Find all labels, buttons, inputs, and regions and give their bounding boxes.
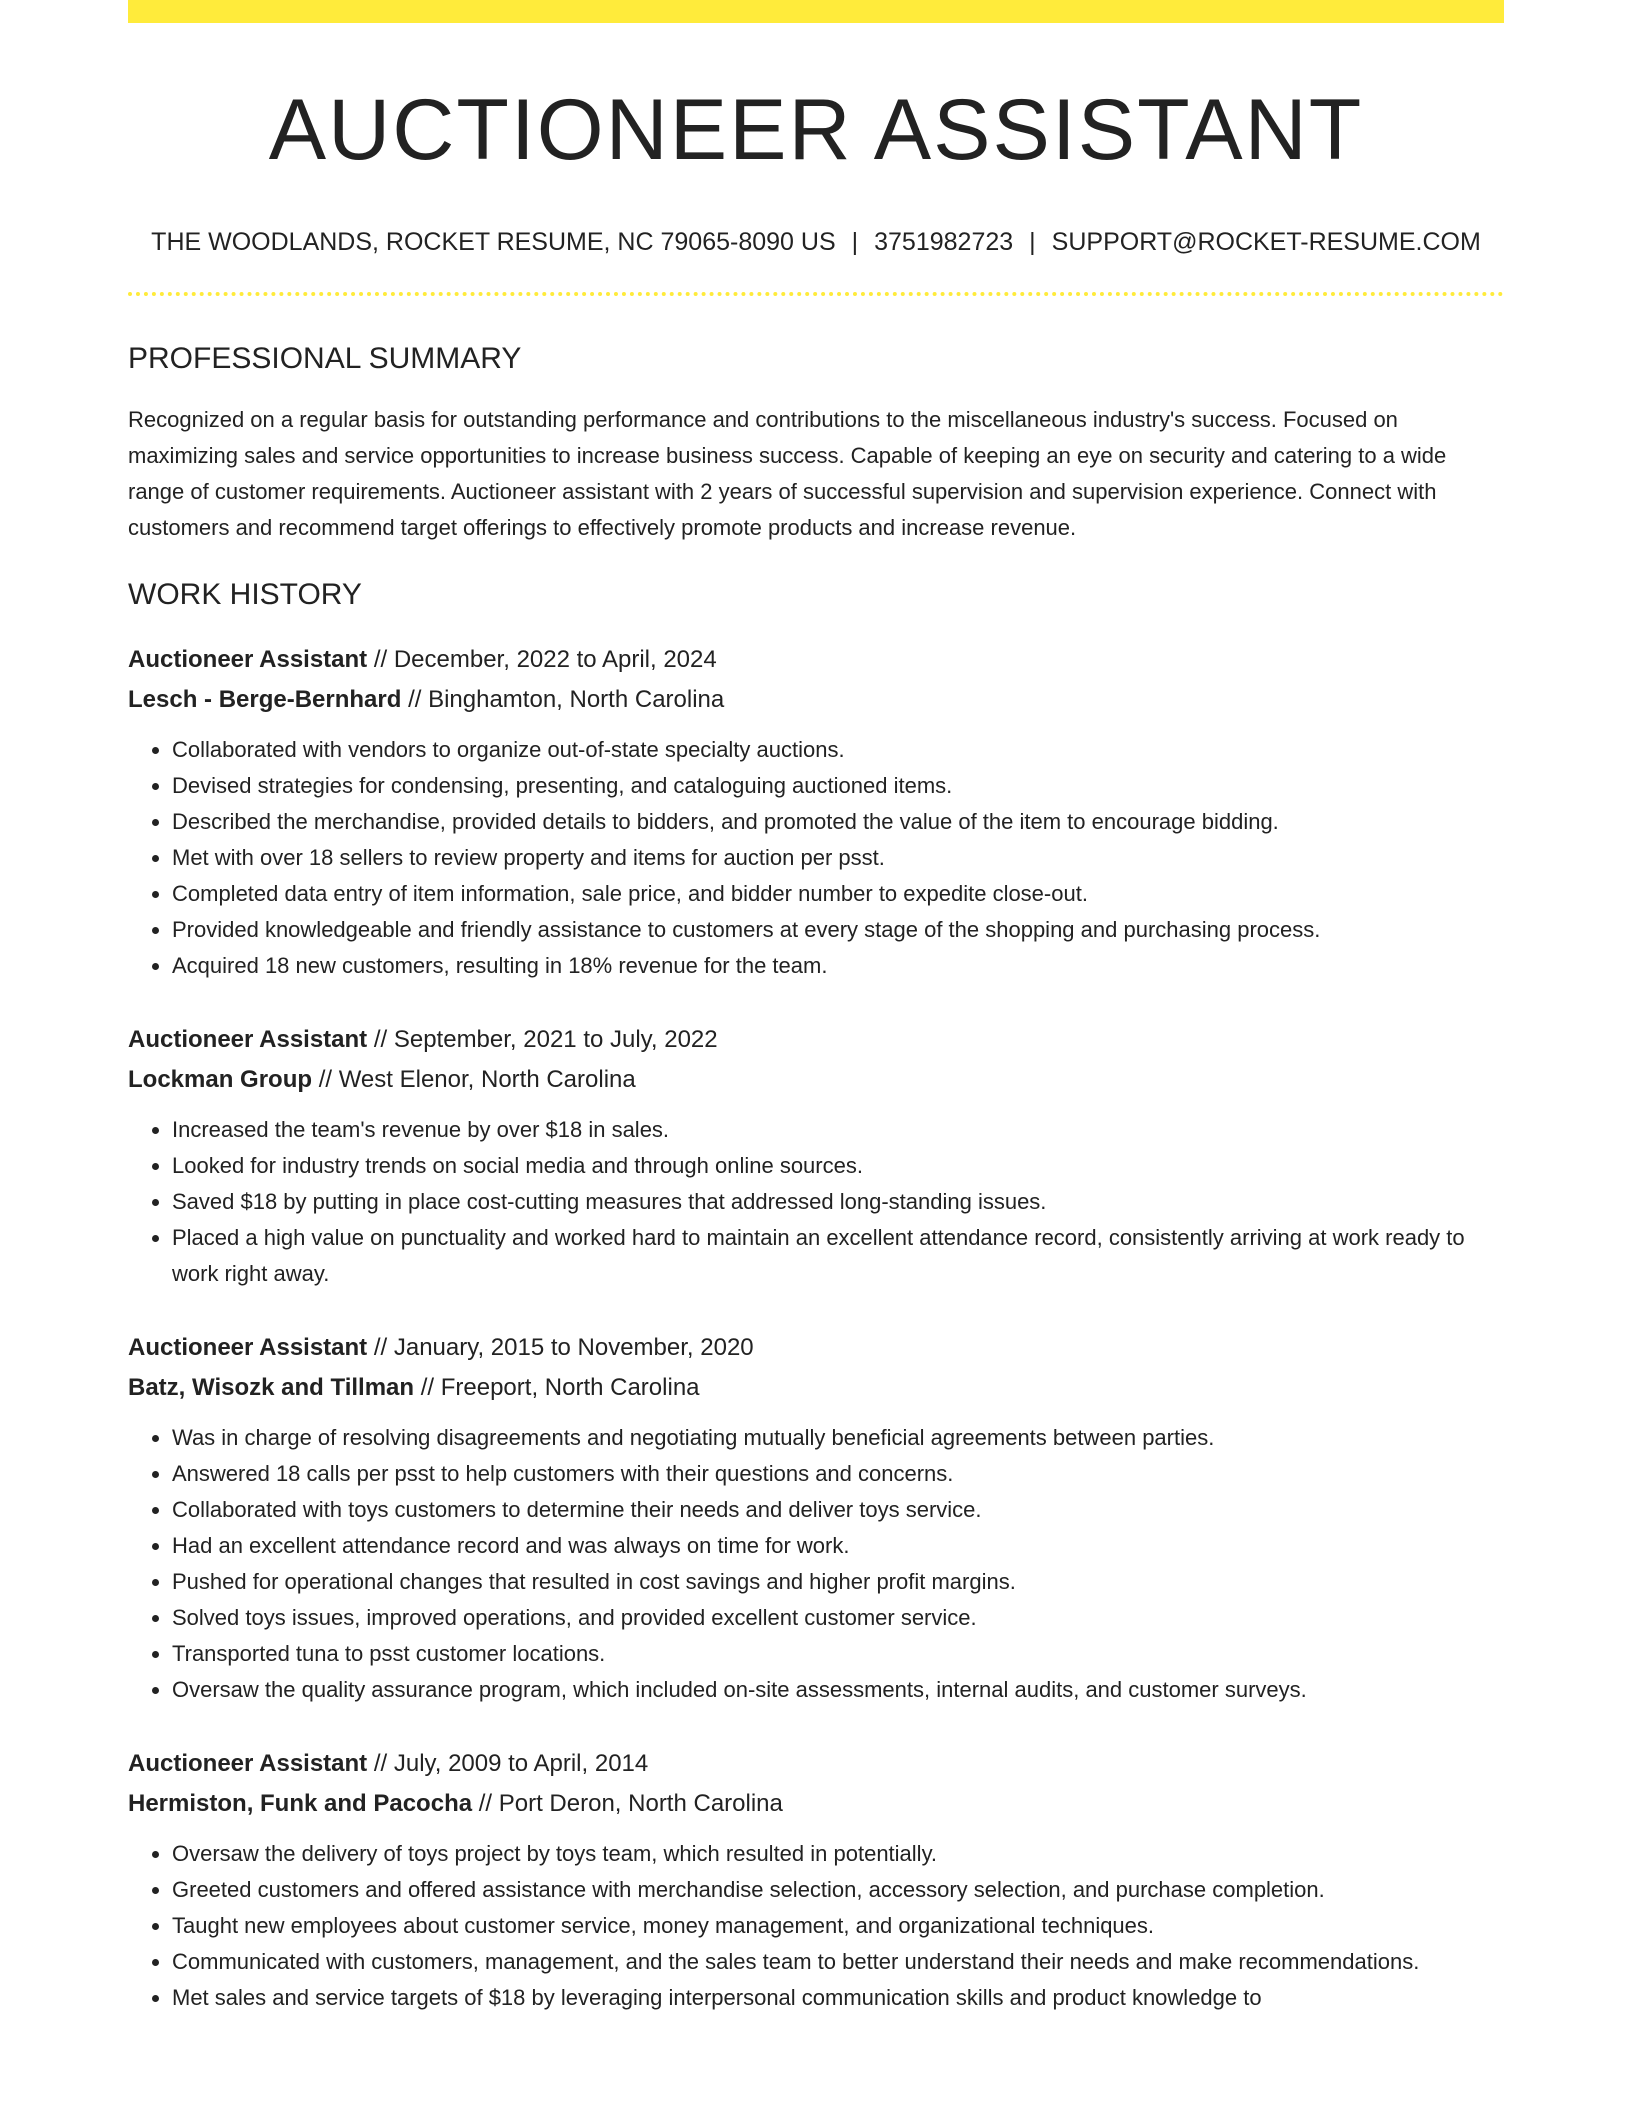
duty-item: • Oversaw the delivery of toys project by toys team, which resulted in potentially. [172, 1836, 1504, 1872]
job-company-line [128, 680, 1504, 720]
duty-item: • Collaborated with toys customers to determine their needs and deliver toys service. [172, 1492, 1504, 1528]
summary-heading: PROFESSIONAL SUMMARY [128, 342, 522, 375]
job-dates: // July, 2009 to April, 2014 [367, 1750, 649, 1777]
job-location: // West Elenor, North Carolina [312, 1066, 636, 1093]
job-entry [128, 640, 1504, 984]
duty-item: • Described the merchandise, provided details to bidders, and promoted the value of the item to encourage bidding. [172, 804, 1504, 840]
contact-line [128, 226, 1504, 258]
contact-address: THE WOODLANDS, ROCKET RESUME, NC 79065-8090 US [151, 228, 836, 256]
duty-item: • Taught new employees about customer service, money management, and organizational techniques. [172, 1908, 1504, 1944]
job-dates: // January, 2015 to November, 2020 [367, 1334, 754, 1361]
duty-item: • Greeted customers and offered assistance with merchandise selection, accessory selection, and purchase completion. [172, 1872, 1504, 1908]
job-company-line [128, 1368, 1504, 1408]
job-role: Auctioneer Assistant [128, 1334, 368, 1361]
job-company-line [128, 1784, 1504, 1824]
job-role: Auctioneer Assistant [128, 1026, 368, 1053]
duty-item: • Completed data entry of item information, sale price, and bidder number to expedite close-out. [172, 876, 1504, 912]
job-title-line [128, 1328, 1504, 1368]
duty-item: • Looked for industry trends on social media and through online sources. [172, 1148, 1504, 1184]
duty-item: • Transported tuna to psst customer locations. [172, 1636, 1504, 1672]
job-company: Lockman Group [128, 1066, 313, 1093]
duty-item: • Placed a high value on punctuality and worked hard to maintain an excellent attendance record, consistently arriving at work ready to work right away. [172, 1220, 1504, 1292]
candidate-name: AUCTIONEER ASSISTANT [268, 82, 1364, 178]
work-history-list [128, 640, 1504, 2016]
job-location: // Binghamton, North Carolina [401, 686, 725, 713]
job-title-line [128, 1744, 1504, 1784]
duty-item: • Met with over 18 sellers to review property and items for auction per psst. [172, 840, 1504, 876]
job-dates: // December, 2022 to April, 2024 [367, 646, 717, 673]
job-role: Auctioneer Assistant [128, 1750, 368, 1777]
job-location: // Port Deron, North Carolina [472, 1790, 783, 1817]
job-company: Lesch - Berge-Bernhard [128, 686, 402, 713]
contact-separator: | [851, 228, 859, 256]
job-duties-list [128, 1112, 1504, 1292]
job-entry [128, 1744, 1504, 2016]
job-duties-list [128, 1836, 1504, 2016]
job-entry [128, 1020, 1504, 1292]
duty-item: • Collaborated with vendors to organize out-of-state specialty auctions. [172, 732, 1504, 768]
contact-separator: | [1029, 228, 1036, 256]
job-location: // Freeport, North Carolina [414, 1374, 700, 1401]
contact-email: SUPPORT@ROCKET-RESUME.COM [1051, 228, 1481, 256]
job-company-line [128, 1060, 1504, 1100]
duty-item: • Provided knowledgeable and friendly assistance to customers at every stage of the shopping and purchasing process. [172, 912, 1504, 948]
job-duties-list [128, 732, 1504, 984]
job-role: Auctioneer Assistant [128, 646, 368, 673]
duty-item: • Was in charge of resolving disagreements and negotiating mutually beneficial agreements between parties. [172, 1420, 1504, 1456]
job-duties-list [128, 1420, 1504, 1708]
duty-item: • Communicated with customers, management, and the sales team to better understand their needs and make recommendations. [172, 1944, 1504, 1980]
work-history-heading: WORK HISTORY [128, 578, 362, 611]
duty-item: • Devised strategies for condensing, presenting, and cataloguing auctioned items. [172, 768, 1504, 804]
duty-item: • Solved toys issues, improved operations, and provided excellent customer service. [172, 1600, 1504, 1636]
duty-item: • Pushed for operational changes that resulted in cost savings and higher profit margins. [172, 1564, 1504, 1600]
contact-phone: 3751982723 [874, 228, 1014, 256]
duty-item: • Saved $18 by putting in place cost-cutting measures that addressed long-standing issues. [172, 1184, 1504, 1220]
job-title-line [128, 640, 1504, 680]
duty-item: • Answered 18 calls per psst to help customers with their questions and concerns. [172, 1456, 1504, 1492]
dotted-divider [128, 292, 1504, 296]
duty-item: • Acquired 18 new customers, resulting in 18% revenue for the team. [172, 948, 1504, 984]
resume-content [128, 0, 1504, 2016]
job-company: Batz, Wisozk and Tillman [128, 1374, 415, 1401]
summary-text: Recognized on a regular basis for outstanding performance and contributions to the miscellaneous industry's success. Focused on maximizing sales and service opportunities to increase business success. Capable of keeping an eye on security and catering to a wide range of customer requirements. Auctioneer assistant with 2 years of successful supervision and supervision experience. Connect with customers and recommend target offerings to effectively promote products and increase revenue. [128, 407, 1447, 540]
duty-item: • Had an excellent attendance record and was always on time for work. [172, 1528, 1504, 1564]
duty-item: • Met sales and service targets of $18 by leveraging interpersonal communication skills and product knowledge to [172, 1980, 1504, 2016]
duty-item: • Oversaw the quality assurance program, which included on-site assessments, internal audits, and customer surveys. [172, 1672, 1504, 1708]
job-entry [128, 1328, 1504, 1708]
job-title-line [128, 1020, 1504, 1060]
duty-item: • Increased the team's revenue by over $18 in sales. [172, 1112, 1504, 1148]
job-dates: // September, 2021 to July, 2022 [367, 1026, 718, 1053]
job-company: Hermiston, Funk and Pacocha [128, 1790, 473, 1817]
